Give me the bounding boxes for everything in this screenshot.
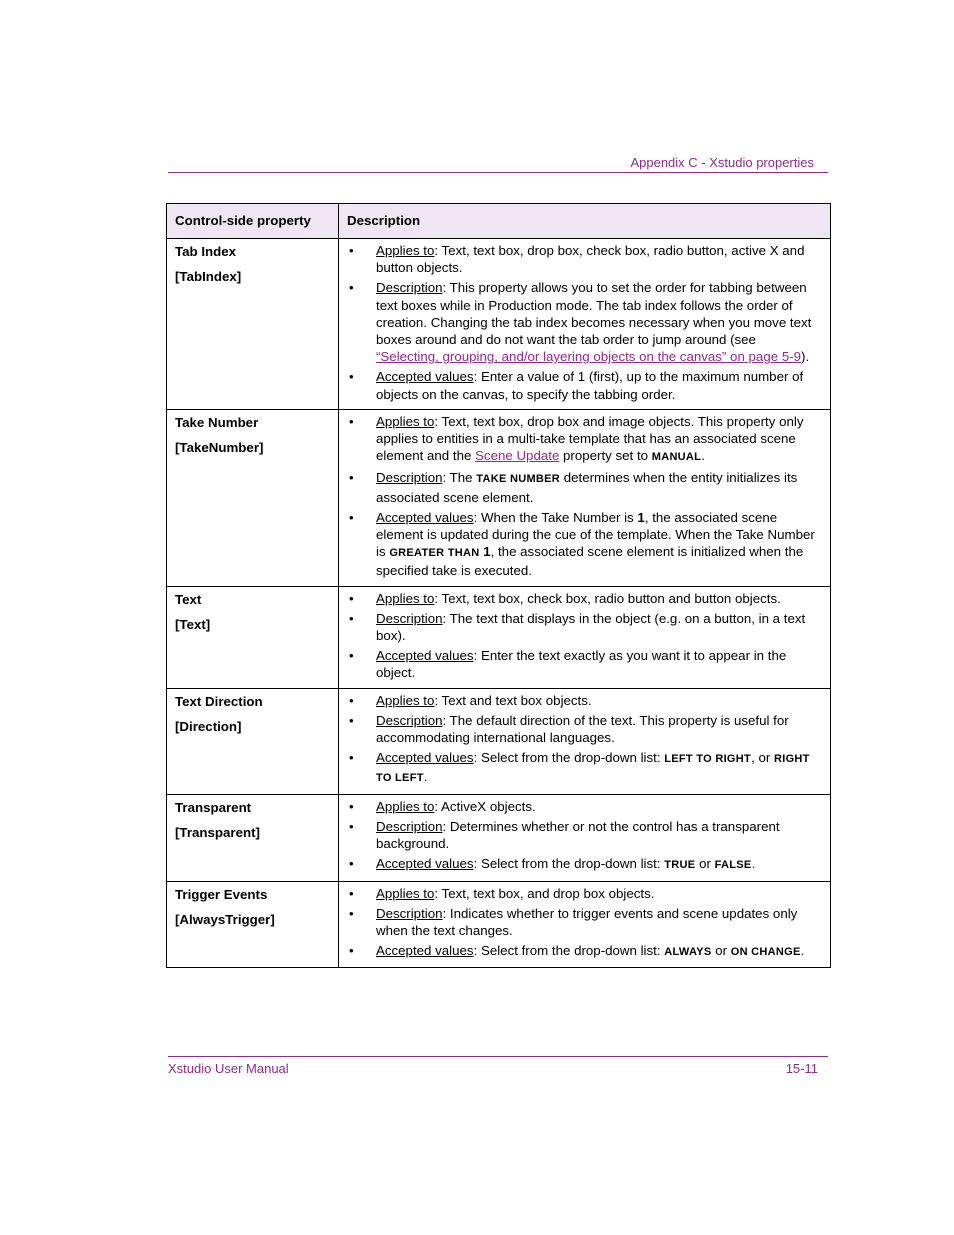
description-label: Description [376, 712, 443, 728]
accepted-text: : Enter a value of 1 (first), up to the maximum number of objects on the canvas, to specify the tabbing order. [376, 369, 804, 402]
accepted-label: Accepted values [376, 943, 474, 959]
bullet-icon: • [349, 943, 354, 959]
description-cell [339, 409, 831, 586]
property-cell [167, 794, 339, 881]
property-tag: [Text] [175, 616, 211, 632]
bullet-list [347, 885, 820, 962]
applies-label: Applies to [376, 243, 435, 258]
header-title: Appendix C - Xstudio properties [630, 155, 814, 170]
applies-text: : Text, text box, drop box and image objects. This property only applies to entities in a multi-take template that has an associated scene element and the [376, 413, 804, 464]
list-item [347, 610, 820, 644]
table-row [167, 794, 831, 881]
accepted-text: : Select from the drop-down list: [473, 750, 665, 766]
bullet-list [347, 692, 820, 788]
accepted-label: Accepted values [376, 856, 474, 872]
table-row [167, 239, 831, 410]
bullet-icon: • [349, 712, 354, 728]
description-text: : The text that displays in the object (e.g. on a button, in a text box). [376, 610, 806, 644]
bullet-icon: • [349, 798, 354, 814]
accepted-text-end: . [423, 769, 428, 785]
table-row [167, 688, 831, 794]
page-footer [168, 1056, 828, 1081]
property-name: Tab Index [175, 244, 237, 259]
manual-value: MANUAL [651, 451, 702, 464]
property-name: Take Number [175, 414, 259, 430]
bullet-list [347, 798, 820, 875]
list-item [347, 712, 820, 746]
applies-text: : Text, text box, and drop box objects. [434, 885, 655, 901]
accepted-text-end: . [751, 856, 756, 872]
bullet-icon: • [349, 610, 354, 626]
description-text: : The default direction of the text. This property is useful for accommodating international languages. [376, 712, 789, 746]
list-item [347, 509, 820, 580]
accepted-text-mid: or [695, 856, 715, 872]
accepted-text: : Select from the drop-down list: [473, 856, 665, 872]
description-cell [339, 688, 831, 794]
option-value: ON CHANGE [730, 946, 801, 959]
page-header [168, 152, 828, 173]
accepted-label: Accepted values [376, 648, 474, 664]
property-cell [167, 881, 339, 968]
list-item [347, 242, 820, 276]
description-cell [339, 239, 831, 410]
bullet-list [347, 413, 820, 580]
bullet-icon: • [349, 413, 354, 429]
value-one: 1 [637, 509, 645, 525]
description-label: Description [376, 610, 443, 626]
list-item [347, 279, 820, 365]
option-value: TRUE [664, 859, 696, 872]
bullet-list [347, 242, 820, 403]
list-item [347, 368, 820, 402]
property-cell [167, 586, 339, 688]
table-row [167, 586, 831, 688]
list-item [347, 942, 820, 961]
property-tag: [TakeNumber] [175, 440, 264, 456]
accepted-text-end: . [800, 943, 805, 959]
list-item [347, 749, 820, 787]
bullet-icon: • [349, 692, 354, 708]
property-cell [167, 239, 339, 410]
description-label: Description [376, 905, 443, 921]
accepted-text: : Select from the drop-down list: [473, 943, 665, 959]
property-name: Text Direction [175, 693, 263, 709]
list-item [347, 855, 820, 874]
description-cell [339, 881, 831, 968]
option-value: ALWAYS [664, 946, 712, 959]
description-text: : The [442, 470, 477, 486]
bullet-icon: • [349, 470, 354, 486]
applies-text-mid: property set to [559, 448, 652, 464]
table-row [167, 881, 831, 968]
list-item [347, 905, 820, 939]
bullet-icon: • [349, 648, 354, 664]
bullet-icon: • [349, 818, 354, 834]
accepted-text: : Enter the text exactly as you want it to appear in the object. [376, 648, 787, 681]
bullet-list [347, 590, 820, 682]
properties-table [166, 203, 831, 968]
accepted-label: Accepted values [376, 509, 474, 525]
bullet-icon: • [349, 856, 354, 872]
column-header-description: Description [339, 204, 831, 239]
applies-text: : Text, text box, check box, radio button and button objects. [434, 590, 781, 606]
description-text: : Indicates whether to trigger events and scene updates only when the text changes. [376, 905, 798, 938]
accepted-text-end: , the associated scene element is initialized when the specified take is executed. [376, 544, 804, 579]
bullet-icon: • [349, 509, 354, 525]
description-cell [339, 794, 831, 881]
description-text-end: ). [801, 349, 810, 365]
value-one: 1 [483, 544, 491, 560]
property-tag: [AlwaysTrigger] [175, 911, 275, 927]
applies-label: Applies to [376, 413, 435, 429]
accepted-text-mid: , or [751, 750, 774, 766]
applies-label: Applies to [376, 885, 435, 901]
list-item [347, 469, 820, 505]
applies-label: Applies to [376, 692, 435, 708]
list-item [347, 413, 820, 467]
accepted-label: Accepted values [376, 369, 474, 385]
accepted-text-mid: or [711, 943, 731, 959]
list-item [347, 692, 820, 709]
description-label: Description [376, 818, 443, 834]
description-text: : This property allows you to set the order for tabbing between text boxes while in Production mode. The tab index follows the order of creation. Changing the tab index becomes necessary when you move text boxes around and do not want the tab order to jump around (see [376, 280, 812, 348]
property-name: Transparent [175, 799, 252, 815]
property-name: Text [175, 591, 202, 607]
scene-update-link[interactable]: Scene Update [475, 448, 560, 464]
applies-text: : Text, text box, drop box, check box, radio button, active X and button objects. [376, 243, 805, 276]
applies-label: Applies to [376, 590, 435, 606]
accepted-text: : When the Take Number is [473, 509, 638, 525]
table-row [167, 409, 831, 586]
description-text: : Determines whether or not the control has a transparent background. [376, 818, 780, 852]
description-label: Description [376, 280, 443, 296]
manual-title: Xstudio User Manual [168, 1061, 289, 1076]
list-item [347, 818, 820, 852]
description-label: Description [376, 470, 443, 486]
property-cell [167, 688, 339, 794]
bullet-icon: • [349, 590, 354, 606]
list-item [347, 885, 820, 902]
applies-label: Applies to [376, 798, 435, 814]
bullet-icon: • [349, 243, 354, 258]
description-text-end: determines when the entity initializes its associated scene element. [376, 470, 798, 505]
page-number: 15-11 [785, 1061, 818, 1076]
bullet-icon: • [349, 885, 354, 901]
list-item [347, 590, 820, 607]
property-tag: [Direction] [175, 718, 242, 734]
accepted-label: Accepted values [376, 750, 474, 766]
property-name: Trigger Events [175, 886, 268, 902]
option-value: FALSE [714, 859, 752, 872]
list-item [347, 798, 820, 815]
table-header-row [167, 204, 831, 239]
applies-text: : Text and text box objects. [434, 692, 592, 708]
cross-reference-link[interactable]: “Selecting, grouping, and/or layering objects on the canvas” on page 5-9 [376, 349, 802, 365]
bullet-icon: • [349, 369, 354, 385]
accepted-text-mid: , the associated scene element is updated during the cue of the template. When the Take Number is [376, 509, 815, 560]
property-cell [167, 409, 339, 586]
option-value: LEFT TO RIGHT [664, 753, 752, 766]
bullet-icon: • [349, 280, 354, 296]
list-item [347, 647, 820, 681]
greater-than-term: GREATER THAN [389, 547, 480, 560]
description-cell [339, 586, 831, 688]
bullet-icon: • [349, 750, 354, 766]
take-number-term: TAKE NUMBER [476, 473, 561, 486]
applies-text: : ActiveX objects. [434, 798, 536, 814]
option-value: RIGHT TO LEFT [376, 753, 810, 785]
column-header-property: Control-side property [167, 204, 339, 239]
applies-text-end: . [701, 448, 705, 464]
bullet-icon: • [349, 905, 354, 921]
property-tag: [TabIndex] [175, 269, 242, 285]
property-tag: [Transparent] [175, 824, 260, 840]
